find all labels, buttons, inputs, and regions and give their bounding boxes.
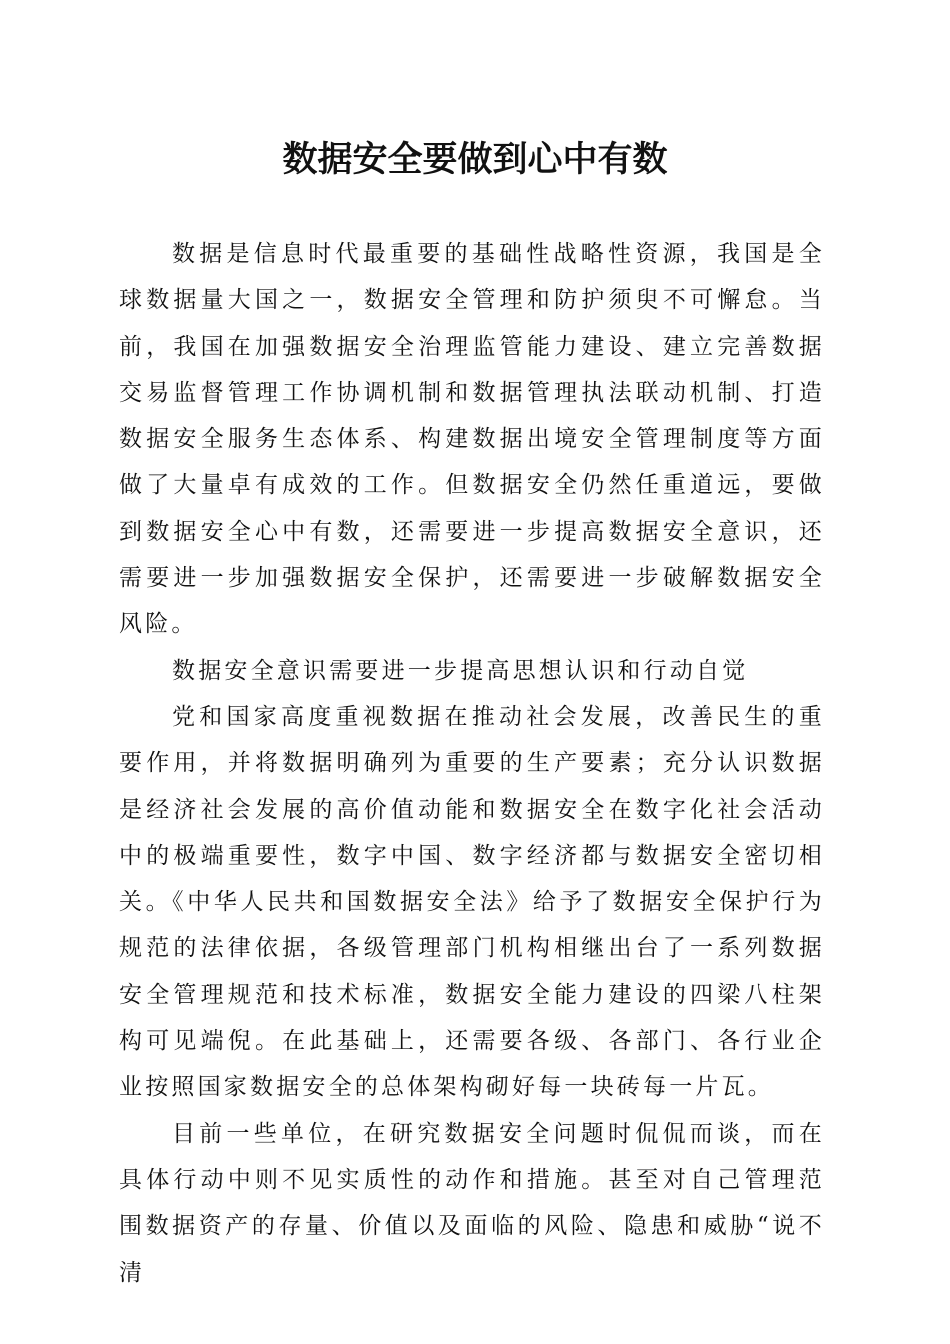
document-title: 数据安全要做到心中有数 <box>282 139 668 180</box>
paragraph-current-status: 目前一些单位，在研究数据安全问题时侃侃而谈，而在具体行动中则不见实质性的动作和措施。甚至对自己管理范围数据资产的存量、价值以及面临的风险、隐患和威胁“说不清 <box>119 1120 825 1286</box>
paragraph-awareness: 党和国家高度重视数据在推动社会发展，改善民生的重要作用，并将数据明确列为重要的生产要素；充分认识数据是经济社会发展的高价值动能和数据安全在数字化社会活动中的极端重要性，数字中国、数字经济都与数据安全密切相关。《中华人民共和国数据安全法》给予了数据安全保护行为规范的法律依据，各级管理部门机构相继出台了一系列数据安全管理规范和技术标准，数据安全能力建设的四梁八柱架构可见端倪。在此基础上，还需要各级、各部门、各行业企业按照国家数据安全的总体架构砌好每一块砖每一片瓦。 <box>119 703 825 1101</box>
section-heading: 数据安全意识需要进一步提高思想认识和行动自觉 <box>172 657 749 684</box>
paragraph-intro: 数据是信息时代最重要的基础性战略性资源，我国是全球数据量大国之一，数据安全管理和防护须臾不可懈怠。当前，我国在加强数据安全治理监管能力建设、建立完善数据交易监督管理工作协调机制和数据管理执法联动机制、打造数据安全服务生态体系、构建数据出境安全管理制度等方面做了大量卓有成效的工作。但数据安全仍然任重道远，要做到数据安全心中有数，还需要进一步提高数据安全意识，还需要进一步加强数据安全保护，还需要进一步破解数据安全风险。 <box>119 241 825 638</box>
document-body <box>119 231 825 1296</box>
